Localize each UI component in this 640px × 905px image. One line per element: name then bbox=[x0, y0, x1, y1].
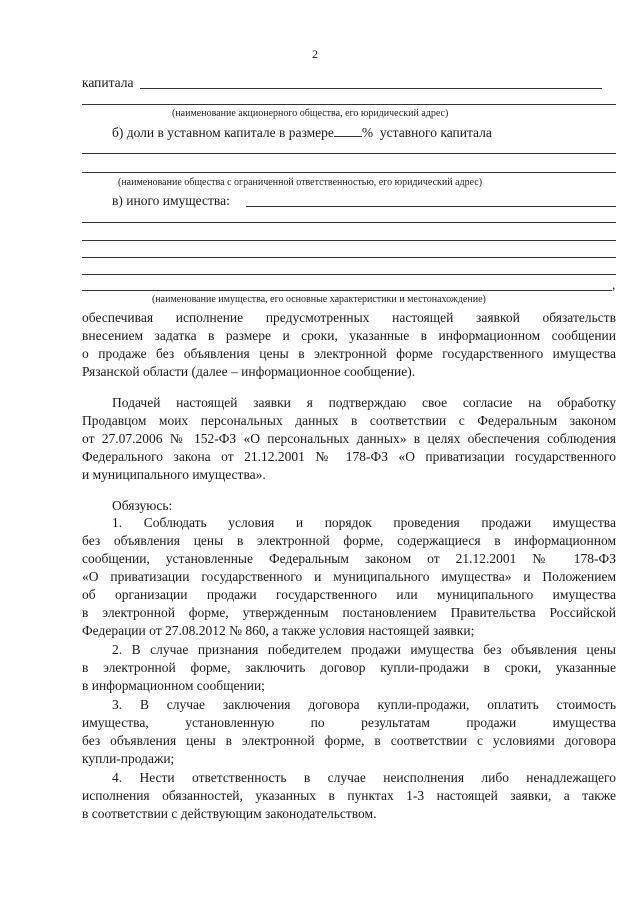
deposit-line-3: о продаже без объявления цены в электронной форме государственного имущества bbox=[82, 346, 616, 361]
obligations-heading: Обязуюсь: bbox=[112, 498, 173, 513]
llc-fill-line-2[interactable] bbox=[82, 172, 616, 173]
item1-line-2: без объявления цены в электронной форме, содержащиеся в информационном bbox=[82, 533, 616, 548]
item2-line-1: 2. В случае признания победителем продажи имущества без объявления цены bbox=[112, 642, 616, 657]
other-property-fill-line-0[interactable] bbox=[246, 206, 616, 207]
other-property-fill-line-5[interactable] bbox=[82, 290, 612, 291]
item4-line-1: 4. Нести ответственность в случае неисполнения либо ненадлежащего bbox=[112, 770, 616, 785]
item3-line-1: 3. В случае заключения договора купли-продажи, оплатить стоимость bbox=[112, 697, 616, 712]
capital-label: капитала bbox=[82, 75, 134, 90]
item2-line-2: в электронной форме, заключить договор купли-продажи в сроки, указанные bbox=[82, 660, 616, 675]
trailing-comma: , bbox=[612, 277, 616, 292]
other-property-fill-line-4[interactable] bbox=[82, 274, 616, 275]
capital-fill-line-2[interactable] bbox=[82, 104, 616, 105]
item4-line-2: исполнения обязанностей, указанных в пунктах 1-3 настоящей заявки, а также bbox=[82, 788, 616, 803]
item1-line-4: «О приватизации государственного и муниципального имущества» и Положением bbox=[82, 569, 616, 584]
share-line bbox=[112, 124, 492, 141]
item1-line-3: сообщении, установленные Федеральным законом от 21.12.2001 № 178-ФЗ bbox=[82, 551, 616, 566]
joint-stock-company-caption: (наименование акционерного общества, его юридический адрес) bbox=[172, 108, 449, 119]
capital-fill-line[interactable] bbox=[140, 88, 602, 89]
item3-line-4: купли-продажи; bbox=[82, 751, 175, 766]
page-number: 2 bbox=[312, 47, 318, 61]
deposit-line-4: Рязанской области (далее – информационное сообщение). bbox=[82, 364, 416, 379]
consent-line-3: от 27.07.2006 № 152-ФЗ «О персональных данных» в целях обеспечения соблюдения bbox=[82, 431, 616, 446]
consent-line-5: и муниципального имущества». bbox=[82, 467, 266, 482]
item3-line-2: имущества, установленную по результатам продажи имущества bbox=[82, 715, 616, 730]
other-property-fill-line-1[interactable] bbox=[82, 222, 616, 223]
item1-line-6: в электронной форме, утвержденным постановлением Правительства Российской bbox=[82, 605, 616, 620]
consent-line-1: Подачей настоящей заявки я подтверждаю свое согласие на обработку bbox=[112, 395, 616, 410]
share-prefix: б) доли в уставном капитале в размере bbox=[112, 125, 334, 140]
property-caption: (наименование имущества, его основные характеристики и местонахождение) bbox=[152, 294, 486, 305]
consent-line-4: Федерального закона от 21.12.2001 № 178-ФЗ «О приватизации государственного bbox=[82, 449, 616, 464]
item4-line-3: в соответствии с действующим законодательством. bbox=[82, 806, 377, 821]
item1-line-7: Федерации от 27.08.2012 № 860, а также условия настоящей заявки; bbox=[82, 623, 475, 638]
other-property-fill-line-3[interactable] bbox=[82, 257, 616, 258]
percent-sign: % bbox=[361, 125, 374, 140]
other-property-label: в) иного имущества: bbox=[112, 193, 230, 208]
other-property-fill-line-2[interactable] bbox=[82, 240, 616, 241]
consent-line-2: Продавцом моих персональных данных в соответствии с Федеральным законом bbox=[82, 413, 616, 428]
deposit-line-1: обеспечивая исполнение предусмотренных настоящей заявкой обязательств bbox=[82, 310, 616, 325]
item1-line-5: об организации продажи государственного или муниципального имущества bbox=[82, 587, 616, 602]
share-suffix: уставного капитала bbox=[379, 125, 492, 140]
item3-line-3: без объявления цены в электронной форме, в соответствии с условиями договора bbox=[82, 733, 616, 748]
share-percent-field[interactable] bbox=[334, 124, 362, 137]
deposit-line-2: внесением задатка в размере и сроки, указанные в информационном сообщении bbox=[82, 328, 616, 343]
item1-line-1: 1. Соблюдать условия и порядок проведения продажи имущества bbox=[112, 515, 616, 530]
item2-line-3: в информационном сообщении; bbox=[82, 678, 265, 693]
llc-caption: (наименование общества с ограниченной ответственностью, его юридический адрес) bbox=[118, 177, 483, 188]
llc-fill-line-1[interactable] bbox=[82, 153, 616, 154]
